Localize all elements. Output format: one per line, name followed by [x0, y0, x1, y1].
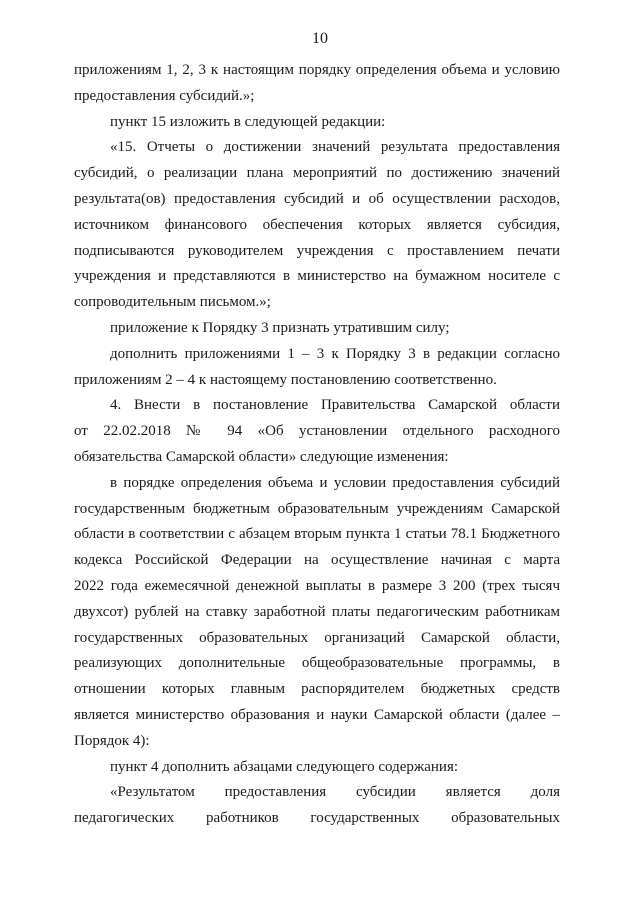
text-line: кодекса Российской Федерации на осуществление начиная с марта [74, 552, 560, 569]
text-line: предоставления субсидий.»; [74, 87, 255, 104]
text-line: 2022 года ежемесячной денежной выплаты в размере 3 200 (трех тысяч [74, 577, 560, 594]
text-line: Порядок 4): [74, 732, 150, 749]
text-line: в порядке определения объема и условии предоставления субсидий [110, 474, 560, 491]
text-line: от 22.02.2018 № 94 «Об установлении отдельного расходного [74, 423, 560, 440]
text-line: реализующих дополнительные общеобразовательные программы, в [74, 655, 560, 672]
document-body [74, 58, 560, 832]
text-line: государственным бюджетным образовательным учреждениям Самарской [74, 500, 560, 517]
text-line: источником финансового обеспечения которых является субсидия, [74, 216, 560, 233]
text-line: «15. Отчеты о достижении значений результата предоставления [110, 139, 560, 156]
text-line: учреждения и представляются в министерство на бумажном носителе с [74, 268, 560, 285]
text-line: 4. Внести в постановление Правительства Самарской области [110, 397, 560, 414]
text-line: пункт 15 изложить в следующей редакции: [110, 113, 386, 130]
text-line: подписываются руководителем учреждения с проставлением печати [74, 242, 560, 259]
page-number: 10 [312, 30, 328, 47]
text-line: результата(ов) предоставления субсидий и об осуществлении расходов, [74, 190, 560, 207]
text-line: государственных образовательных организаций Самарской области, [74, 629, 560, 646]
text-line: области в соответствии с абзацем вторым пункта 1 статьи 78.1 Бюджетного [74, 526, 560, 543]
text-line: приложениям 2 – 4 к настоящему постановлению соответственно. [74, 371, 497, 388]
text-line: педагогических работников государственных образовательных [74, 810, 560, 827]
text-line: дополнить приложениями 1 – 3 к Порядку 3 в редакции согласно [110, 345, 560, 362]
text-line: приложение к Порядку 3 признать утратившим силу; [110, 319, 450, 336]
text-line: «Результатом предоставления субсидии является доля [110, 784, 560, 801]
text-line: является министерство образования и науки Самарской области (далее – [74, 706, 560, 723]
text-line: субсидий, о реализации плана мероприятий по достижению значений [74, 165, 560, 182]
text-line: приложениям 1, 2, 3 к настоящим порядку определения объема и условию [74, 62, 560, 78]
text-line: сопроводительным письмом.»; [74, 294, 271, 311]
text-line: пункт 4 дополнить абзацами следующего содержания: [110, 758, 459, 775]
text-line: обязательства Самарской области» следующие изменения: [74, 448, 449, 465]
text-line: двухсот) рублей на ставку заработной платы педагогическим работникам [74, 603, 560, 620]
text-line: отношении которых главным распорядителем бюджетных средств [74, 681, 560, 698]
